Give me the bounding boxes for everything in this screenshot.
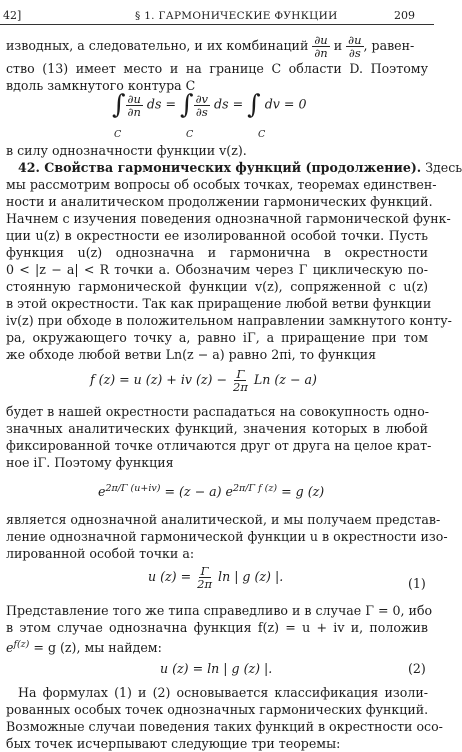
text-line: мы рассмотрим вопросы об особых точках, теоремах единствен- (6, 177, 437, 192)
equation-term: Ln (z − a) (253, 372, 317, 387)
equation-term: ds = (146, 96, 177, 112)
text-line: ное iΓ. Поэтому функция (6, 455, 174, 470)
integral-contour-label: C (258, 129, 266, 140)
text-line: в этой окрестности. Так как приращение любой ветви функции (6, 296, 432, 311)
integral-sign: ∫ (112, 90, 126, 120)
fraction-numerator: ∂v (195, 91, 209, 106)
text-line: Начнем с изучения поведения однозначной гармонической функ- (6, 211, 451, 226)
text-line: ра, окружающего точку a, равно iΓ, а приращение при том (6, 330, 428, 345)
text-line: в этом случае однозначна функция f(z) = u + iv и, положив (6, 620, 428, 635)
exponent: 2π/Γ f (z) (233, 483, 278, 494)
text-line (6, 636, 428, 656)
running-title: § 1. ГАРМОНИЧЕСКИЕ ФУНКЦИИ (135, 10, 338, 22)
equation-number: (1) (408, 576, 426, 591)
integral-contour-label: C (114, 129, 122, 140)
text-line: 0 < |z − a| < R точки a. Обозначим через Γ циклическую по- (6, 262, 428, 277)
text-line: вдоль замкнутого контура C (6, 78, 196, 93)
text-line: является однозначной аналитической, и мы получаем представ- (6, 512, 441, 527)
text-line: ности и аналитическом продолжении гармонических функций. (6, 194, 433, 209)
fraction-denominator: 2π (197, 577, 213, 591)
fraction-numerator: Γ (236, 367, 245, 381)
fraction-denominator: ∂n (314, 46, 328, 60)
text-fragment: изводных, а следовательно, и их комбинаций (6, 38, 309, 53)
text-line: в силу однозначности функции v(z). (6, 143, 247, 158)
text-line: ции u(z) в окрестности ее изолированной особой точки. Пусть (6, 228, 428, 243)
text-line: На формулах (1) и (2) основывается классификация изоли- (18, 685, 428, 700)
integral-contour-label: C (186, 129, 194, 140)
integral-sign: ∫ (180, 90, 194, 120)
equation-number: (2) (408, 661, 426, 676)
text-line: ление однозначной гармонической функции u в окрестности изо- (6, 529, 448, 544)
equation-f (90, 368, 317, 393)
section-number: 42] (3, 9, 22, 22)
text-line: функция u(z) однозначна и гармонична в окрестности (6, 245, 428, 260)
text-line (6, 34, 428, 59)
fraction-denominator: ∂n (127, 104, 141, 119)
equation-term: dv = 0 (264, 96, 307, 112)
fraction-numerator: Γ (200, 564, 209, 578)
page-number: 209 (394, 9, 415, 22)
text-line: будет в нашей окрестности распадаться на совокупность одно- (6, 404, 430, 419)
fraction (126, 93, 143, 118)
text-line: ство (13) имеет место и на границе C области D. Поэтому (6, 61, 428, 76)
text-line: лированной особой точки a: (6, 546, 195, 561)
text-line: рованных особых точек однозначных гармонических функций. (6, 702, 429, 717)
text-line: iv(z) при обходе в положительном направлении замкнутого конту- (6, 313, 452, 328)
equation-1 (148, 565, 283, 590)
equation-term: = g (z) (281, 484, 325, 500)
fraction-denominator: ∂s (195, 104, 208, 119)
equation-term: ln | g (z) |. (218, 569, 284, 584)
fraction-numerator: ∂u (348, 33, 362, 47)
fraction (312, 34, 329, 59)
page-header (0, 0, 434, 22)
section-heading-line (18, 159, 462, 176)
fraction (195, 565, 214, 590)
text-fragment: = g (z), мы найдем: (29, 640, 162, 656)
equation-term: e (98, 484, 106, 500)
fraction (231, 368, 250, 393)
fraction-numerator: ∂u (127, 91, 141, 106)
text-line: же обходе любой ветви Ln(z − a) равно 2πi, то функция (6, 347, 377, 362)
text-fragment: , равен- (363, 38, 415, 53)
text-line: стоянную гармонической функции v(z), сопряженной с u(z) (6, 279, 428, 294)
equation-term: u (z) = (148, 569, 192, 584)
fraction (346, 34, 363, 59)
fraction-numerator: ∂u (314, 33, 328, 47)
equation-term: = (z − a) e (164, 484, 234, 500)
section-heading: 42. Свойства гармонических функций (продолжение). (18, 160, 422, 175)
equation-term: e (6, 640, 14, 656)
equation-integral (112, 92, 332, 138)
text-line: фиксированной точке отличаются друг от друга на целое крат- (6, 438, 432, 453)
text-fragment: Здесь (421, 160, 462, 175)
fraction-denominator: 2π (233, 380, 248, 394)
text-line: бых точек исчерпывают следующие три теоремы: (6, 736, 341, 751)
header-rule (0, 24, 434, 25)
fraction-denominator: ∂s (348, 46, 361, 60)
exponent: f(z) (13, 639, 30, 650)
equation-g (98, 480, 324, 500)
text-line: Представление того же типа справедливо и в случае Γ = 0, ибо (6, 603, 433, 618)
equation-term: f (z) = u (z) + iv (z) − (90, 372, 227, 387)
integral-sign: ∫ (247, 90, 261, 120)
fraction (194, 93, 210, 118)
equation-2: u (z) = ln | g (z) |. (160, 661, 273, 676)
text-line: значных аналитических функций, значения которых в любой (6, 421, 428, 436)
text-line: Возможные случаи поведения таких функций в окрестности осо- (6, 719, 443, 734)
exponent: 2π/Γ (u+iv) (105, 483, 161, 494)
text-fragment: и (333, 38, 343, 53)
equation-term: ds = (214, 96, 244, 112)
